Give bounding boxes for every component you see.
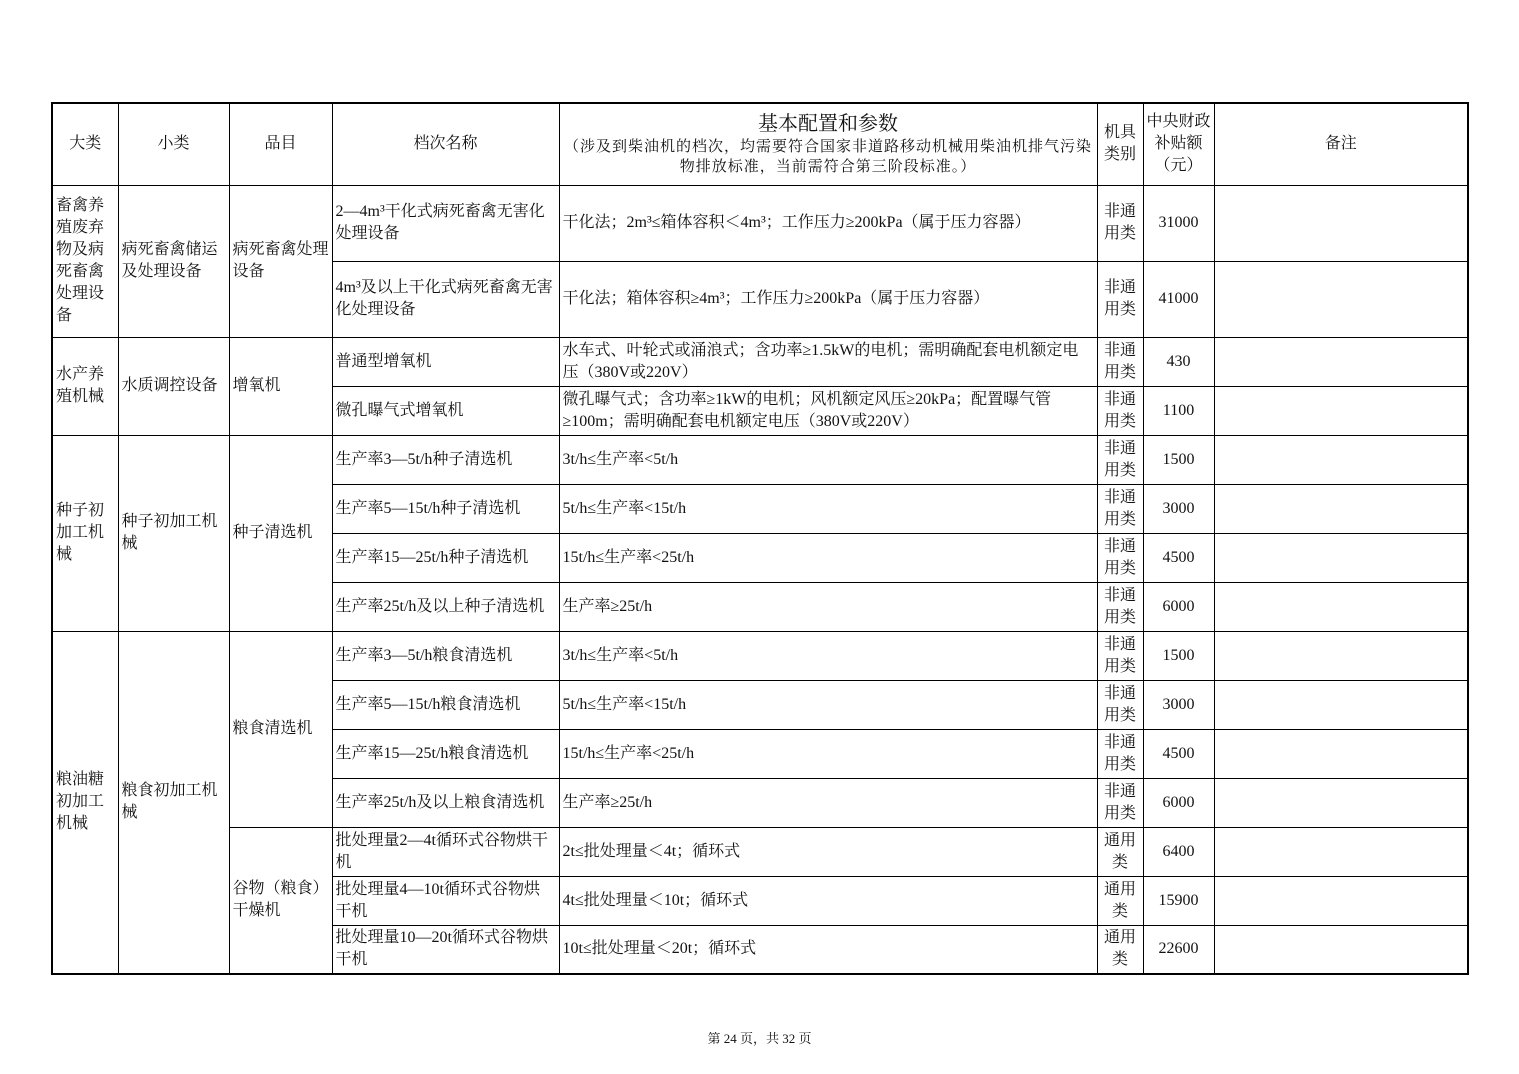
header-category: 大类 (52, 103, 118, 185)
remarks-cell (1214, 337, 1468, 386)
category-cell: 畜禽养殖废弃物及病死畜禽处理设备 (52, 185, 118, 337)
remarks-cell (1214, 261, 1468, 337)
remarks-cell (1214, 876, 1468, 925)
table-row (52, 185, 1468, 261)
table-row (52, 827, 1468, 876)
header-config (559, 103, 1097, 185)
subsidy-amount-cell: 41000 (1143, 261, 1214, 337)
machine-type-cell: 非通用类 (1097, 680, 1143, 729)
machine-type-cell: 非通用类 (1097, 778, 1143, 827)
subsidy-amount-cell: 430 (1143, 337, 1214, 386)
remarks-cell (1214, 827, 1468, 876)
header-config-title: 基本配置和参数 (758, 113, 898, 136)
header-row (52, 103, 1468, 185)
remarks-cell (1214, 386, 1468, 435)
remarks-cell (1214, 680, 1468, 729)
header-config-note: （涉及到柴油机的档次，均需要符合国家非道路移动机械用柴油机排气污染物排放标准，当前需符合第三阶段标准。） (563, 139, 1092, 176)
config-cell: 10t≤批处理量＜20t；循环式 (559, 925, 1097, 974)
machine-type-cell: 非通用类 (1097, 484, 1143, 533)
config-cell: 生产率≥25t/h (559, 582, 1097, 631)
machine-type-cell: 非通用类 (1097, 185, 1143, 261)
machine-type-cell: 非通用类 (1097, 631, 1143, 680)
header-remarks: 备注 (1214, 103, 1468, 185)
subsidy-table (51, 102, 1469, 975)
grade-name-cell: 生产率15—25t/h种子清选机 (332, 533, 559, 582)
category-cell: 种子初加工机械 (52, 435, 118, 631)
subsidy-amount-cell: 4500 (1143, 729, 1214, 778)
header-subsidy: 中央财政补贴额（元） (1143, 103, 1214, 185)
header-subcategory: 小类 (118, 103, 229, 185)
grade-name-cell: 批处理量2—4t循环式谷物烘干机 (332, 827, 559, 876)
item-cell: 病死畜禽处理设备 (229, 185, 332, 337)
grade-name-cell: 生产率25t/h及以上种子清选机 (332, 582, 559, 631)
subcategory-cell: 水质调控设备 (118, 337, 229, 435)
grade-name-cell: 生产率3—5t/h粮食清选机 (332, 631, 559, 680)
subsidy-amount-cell: 3000 (1143, 680, 1214, 729)
grade-name-cell: 生产率3—5t/h种子清选机 (332, 435, 559, 484)
machine-type-cell: 非通用类 (1097, 261, 1143, 337)
header-item: 品目 (229, 103, 332, 185)
remarks-cell (1214, 778, 1468, 827)
remarks-cell (1214, 185, 1468, 261)
machine-type-cell: 通用类 (1097, 876, 1143, 925)
item-cell: 粮食清选机 (229, 631, 332, 827)
remarks-cell (1214, 631, 1468, 680)
config-cell: 4t≤批处理量＜10t；循环式 (559, 876, 1097, 925)
subcategory-cell: 种子初加工机械 (118, 435, 229, 631)
subsidy-amount-cell: 6000 (1143, 582, 1214, 631)
config-cell: 干化法；箱体容积≥4m³；工作压力≥200kPa（属于压力容器） (559, 261, 1097, 337)
grade-name-cell: 2—4m³干化式病死畜禽无害化处理设备 (332, 185, 559, 261)
machine-type-cell: 非通用类 (1097, 729, 1143, 778)
remarks-cell (1214, 729, 1468, 778)
grade-name-cell: 生产率25t/h及以上粮食清选机 (332, 778, 559, 827)
machine-type-cell: 非通用类 (1097, 386, 1143, 435)
grade-name-cell: 批处理量10—20t循环式谷物烘干机 (332, 925, 559, 974)
grade-name-cell: 微孔曝气式增氧机 (332, 386, 559, 435)
remarks-cell (1214, 582, 1468, 631)
machine-type-cell: 非通用类 (1097, 582, 1143, 631)
category-cell: 水产养殖机械 (52, 337, 118, 435)
config-cell: 5t/h≤生产率<15t/h (559, 680, 1097, 729)
config-cell: 3t/h≤生产率<5t/h (559, 631, 1097, 680)
subsidy-amount-cell: 1500 (1143, 631, 1214, 680)
grade-name-cell: 普通型增氧机 (332, 337, 559, 386)
subsidy-amount-cell: 6400 (1143, 827, 1214, 876)
config-cell: 微孔曝气式；含功率≥1kW的电机；风机额定风压≥20kPa；配置曝气管≥100m；需明确配套电机额定电压（380V或220V） (559, 386, 1097, 435)
remarks-cell (1214, 435, 1468, 484)
category-cell: 粮油糖初加工机械 (52, 631, 118, 974)
subsidy-amount-cell: 3000 (1143, 484, 1214, 533)
item-cell: 种子清选机 (229, 435, 332, 631)
config-cell: 水车式、叶轮式或涌浪式；含功率≥1.5kW的电机；需明确配套电机额定电压（380V或220V） (559, 337, 1097, 386)
config-cell: 2t≤批处理量＜4t；循环式 (559, 827, 1097, 876)
config-cell: 15t/h≤生产率<25t/h (559, 533, 1097, 582)
table-row (52, 435, 1468, 484)
machine-type-cell: 通用类 (1097, 827, 1143, 876)
subsidy-amount-cell: 22600 (1143, 925, 1214, 974)
page-number: 第 24 页，共 32 页 (707, 1031, 812, 1046)
subcategory-cell: 病死畜禽储运及处理设备 (118, 185, 229, 337)
grade-name-cell: 批处理量4—10t循环式谷物烘干机 (332, 876, 559, 925)
grade-name-cell: 生产率5—15t/h种子清选机 (332, 484, 559, 533)
remarks-cell (1214, 484, 1468, 533)
item-cell: 谷物（粮食）干燥机 (229, 827, 332, 974)
machine-type-cell: 非通用类 (1097, 337, 1143, 386)
config-cell: 干化法；2m³≤箱体容积＜4m³；工作压力≥200kPa（属于压力容器） (559, 185, 1097, 261)
item-cell: 增氧机 (229, 337, 332, 435)
subsidy-amount-cell: 4500 (1143, 533, 1214, 582)
grade-name-cell: 生产率5—15t/h粮食清选机 (332, 680, 559, 729)
header-grade-name: 档次名称 (332, 103, 559, 185)
subsidy-amount-cell: 31000 (1143, 185, 1214, 261)
config-cell: 3t/h≤生产率<5t/h (559, 435, 1097, 484)
config-cell: 15t/h≤生产率<25t/h (559, 729, 1097, 778)
table-row (52, 337, 1468, 386)
header-machine-type: 机具类别 (1097, 103, 1143, 185)
machine-type-cell: 非通用类 (1097, 435, 1143, 484)
machine-type-cell: 通用类 (1097, 925, 1143, 974)
table-row (52, 631, 1468, 680)
subsidy-amount-cell: 15900 (1143, 876, 1214, 925)
grade-name-cell: 生产率15—25t/h粮食清选机 (332, 729, 559, 778)
subcategory-cell: 粮食初加工机械 (118, 631, 229, 974)
config-cell: 生产率≥25t/h (559, 778, 1097, 827)
grade-name-cell: 4m³及以上干化式病死畜禽无害化处理设备 (332, 261, 559, 337)
remarks-cell (1214, 533, 1468, 582)
subsidy-amount-cell: 6000 (1143, 778, 1214, 827)
subsidy-amount-cell: 1100 (1143, 386, 1214, 435)
subsidy-amount-cell: 1500 (1143, 435, 1214, 484)
config-cell: 5t/h≤生产率<15t/h (559, 484, 1097, 533)
machine-type-cell: 非通用类 (1097, 533, 1143, 582)
remarks-cell (1214, 925, 1468, 974)
